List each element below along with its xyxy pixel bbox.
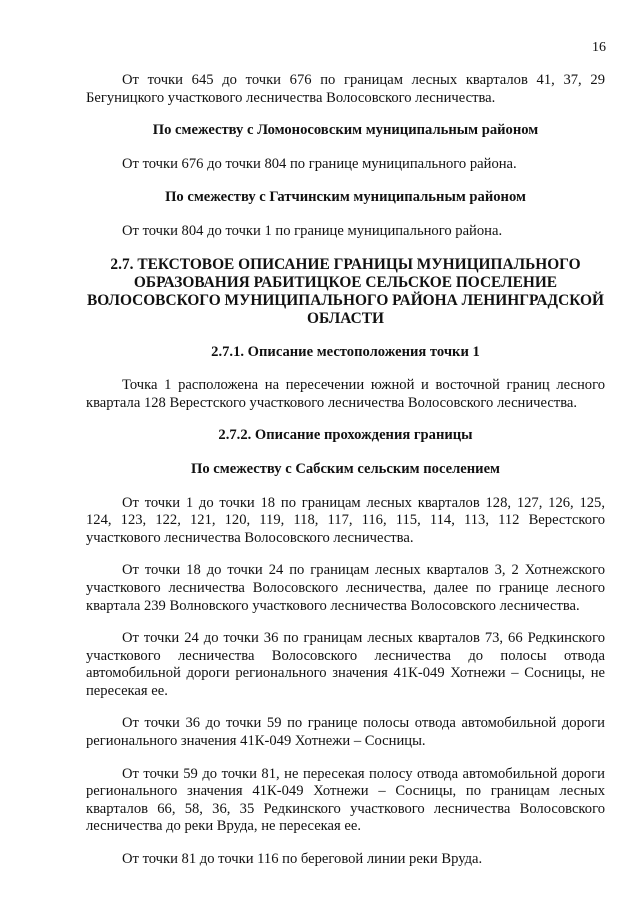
paragraph-point-81-116: От точки 81 до точки 116 по береговой линии реки Вруда. <box>122 851 483 868</box>
paragraph-point-59-81: От точки 59 до точки 81, не пересекая полосу отвода автомобильной дороги регионального значения 41К-049 Хотнежи – Сосницы, по границам лесных кварталов 66, 58, 36, 35 Редкинского участкового лесничества Волосовского лесничества до реки Вруда, не пересекая ее. <box>86 765 605 835</box>
subsection-heading-2-7-1: 2.7.1. Описание местоположения точки 1 <box>211 343 480 360</box>
page-number: 16 <box>592 40 606 55</box>
paragraph-point-1-location: Точка 1 расположена на пересечении южной и восточной границ лесного квартала 128 Верестского участкового лесничества Волосовского лесничества. <box>86 377 605 411</box>
subsection-heading-2-7-2: 2.7.2. Описание прохождения границы <box>218 427 473 444</box>
paragraph-point-36-59: От точки 36 до точки 59 по границе полосы отвода автомобильной дороги регионального значения 41К-049 Хотнежи – Сосницы. <box>86 715 605 750</box>
paragraph-point-24-36: От точки 24 до точки 36 по границам лесных кварталов 73, 66 Редкинского участкового лесничества Волосовского лесничества до полосы отвода автомобильной дороги регионального значения 41К-049 Хотнежи – Сосницы, не пересекая ее. <box>86 630 605 699</box>
paragraph-point-1-18: От точки 1 до точки 18 по границам лесных кварталов 128, 127, 126, 125, 124, 123, 122, 121, 120, 119, 118, 117, 116, 115, 114, 113, 112 Верестского участкового лесничества Волосовского лесничества. <box>86 494 605 546</box>
heading-gatchina-border: По смежеству с Гатчинским муниципальным районом <box>165 189 526 206</box>
heading-lomonosov-border: По смежеству с Ломоносовским муниципальным районом <box>152 122 539 139</box>
paragraph-gatchina-boundary: От точки 804 до точки 1 по границе муниципального района. <box>122 222 503 239</box>
section-heading-2-7: 2.7. ТЕКСТОВОЕ ОПИСАНИЕ ГРАНИЦЫ МУНИЦИПАЛЬНОГО ОБРАЗОВАНИЯ РАБИТИЦКОЕ СЕЛЬСКОЕ ПОСЕЛЕНИЕ ВОЛОСОВСКОГО МУНИЦИПАЛЬНОГО РАЙОНА ЛЕНИНГРАДСКОЙ ОБЛАСТИ <box>87 255 604 327</box>
paragraph-point-18-24: От точки 18 до точки 24 по границам лесных кварталов 3, 2 Хотнежского участкового лесничества Волосовского лесничества, далее по границе лесного квартала 239 Волновского участкового лесничества Волосовского лесничества. <box>86 562 605 614</box>
document-content <box>86 72 605 881</box>
paragraph-begunitsy-boundary: От точки 645 до точки 676 по границам лесных кварталов 41, 37, 29 Бегуницкого участкового лесничества Волосовского лесничества. <box>86 72 605 106</box>
paragraph-lomonosov-boundary: От точки 676 до точки 804 по границе муниципального района. <box>122 155 517 172</box>
heading-sabsk-border: По смежеству с Сабским сельским поселением <box>190 460 500 477</box>
